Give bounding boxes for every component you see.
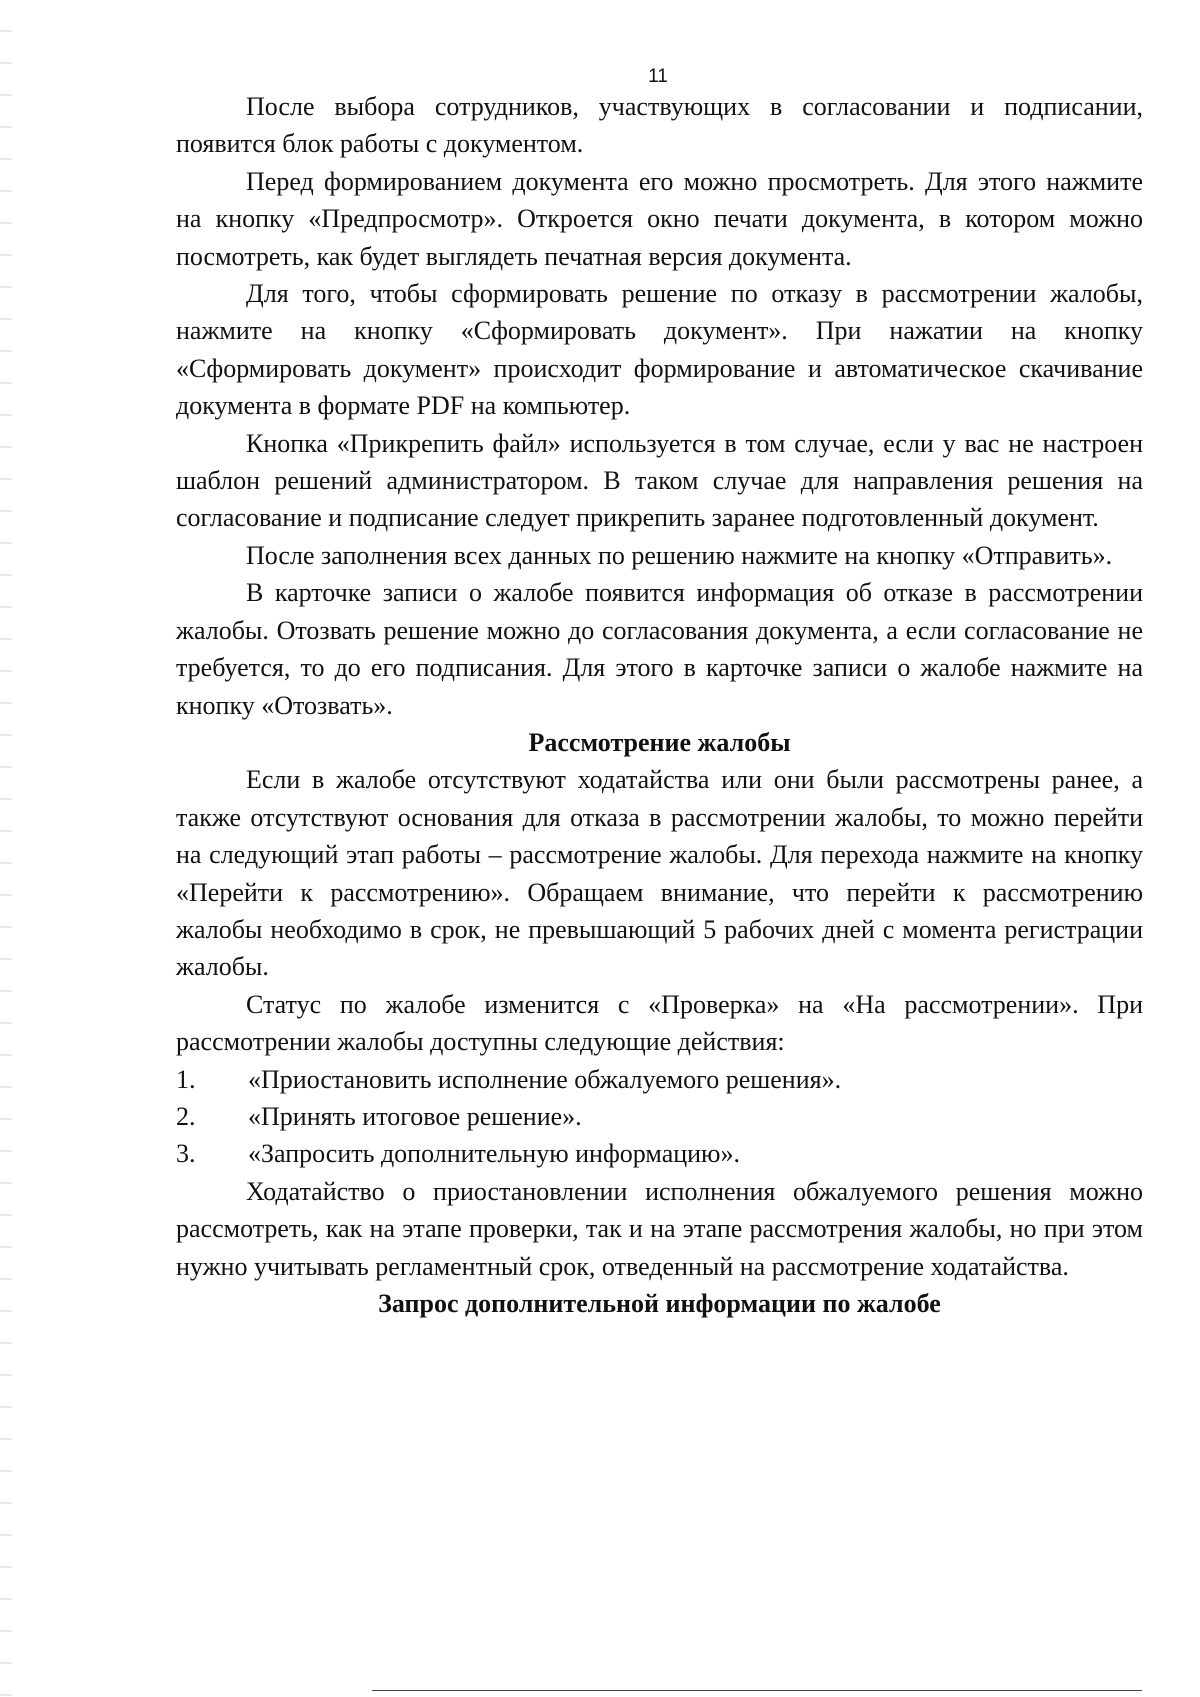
paragraph: Ходатайство о приостановлении исполнения обжалуемого решения можно рассмотреть, как на этапе проверки, так и на этапе рассмотрения жалобы, но при этом нужно учитывать регламентный срок, отведенный на рассмотрение ходатайства. xyxy=(176,1176,1143,1281)
paragraph: Кнопка «Прикрепить файл» используется в том случае, если у вас не настроен шаблон решений администратором. В таком случае для направления решения на согласование и подписание следует прикрепить заранее подготовленный документ. xyxy=(176,428,1143,533)
list-item-text: «Принять итоговое решение». xyxy=(248,1101,582,1131)
list-item xyxy=(176,1061,1143,1098)
paragraph: После выбора сотрудников, участвующих в согласовании и подписании, появится блок работы с документом. xyxy=(176,92,1143,159)
list-item-number: 1. xyxy=(176,1064,196,1094)
scan-edge-artifact xyxy=(0,0,12,1697)
list-item-text: «Запросить дополнительную информацию». xyxy=(248,1139,740,1169)
paragraph: Статус по жалобе изменится с «Проверка» на «На рассмотрении». При рассмотрении жалобы доступны следующие действия: xyxy=(176,989,1143,1057)
footer-divider xyxy=(372,1690,1142,1691)
paragraph: Если в жалобе отсутствуют ходатайства или они были рассмотрены ранее, а также отсутствуют основания для отказа в рассмотрении жалобы, то можно перейти на следующий этап работы – рассмотрение жалобы. Для перехода нажмите на кнопку «Перейти к рассмотрению». Обращаем внимание, что перейти к рассмотрению жалобы необходимо в срок, не превышающий 5 рабочих дней с момента регистрации жалобы. xyxy=(176,765,1143,982)
list-item-number: 3. xyxy=(176,1139,196,1169)
list-item-number: 2. xyxy=(176,1101,196,1131)
actions-list xyxy=(176,1061,1143,1173)
paragraph: Перед формированием документа его можно просмотреть. Для этого нажмите на кнопку «Предпросмотр». Откроется окно печати документа, в котором можно посмотреть, как будет выглядеть печатная версия документа. xyxy=(176,166,1143,271)
list-item-text: «Приостановить исполнение обжалуемого решения». xyxy=(248,1064,842,1094)
list-item xyxy=(176,1098,1143,1135)
document-body xyxy=(176,88,1143,1322)
list-item xyxy=(176,1135,1143,1172)
section-heading-info-request: Запрос дополнительной информации по жалобе xyxy=(378,1289,941,1318)
page-number: 11 xyxy=(648,66,668,87)
paragraph: После заполнения всех данных по решению нажмите на кнопку «Отправить». xyxy=(246,540,1113,570)
section-heading-review: Рассмотрение жалобы xyxy=(528,727,791,757)
paragraph: В карточке записи о жалобе появится информация об отказе в рассмотрении жалобы. Отозвать решение можно до согласования документа, а если согласование не требуется, то до его подписания. Для этого в карточке записи о жалобе нажмите на кнопку «Отозвать». xyxy=(176,578,1143,720)
paragraph: Для того, чтобы сформировать решение по отказу в рассмотрении жалобы, нажмите на кнопку «Сформировать документ». При нажатии на кнопку «Сформировать документ» происходит формирование и автоматическое скачивание документа в формате PDF на компьютер. xyxy=(176,279,1143,421)
